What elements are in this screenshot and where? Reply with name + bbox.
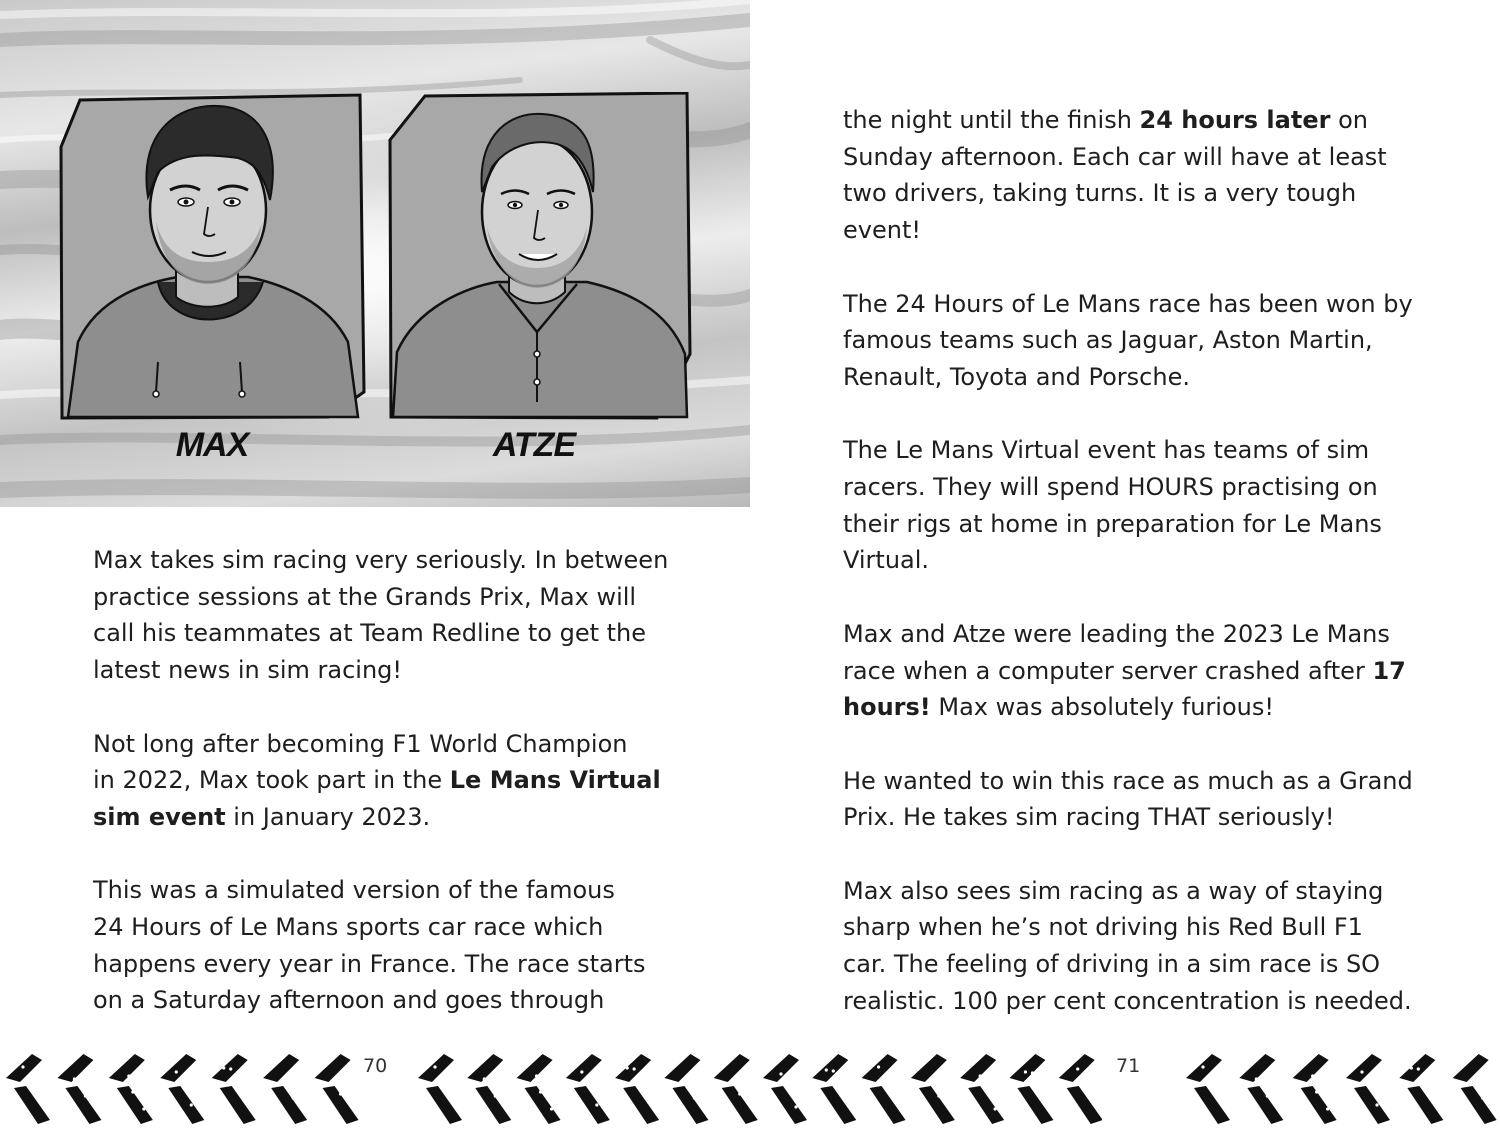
text-line (93, 762, 693, 799)
text-line (843, 102, 1443, 139)
right-page-paragraph (843, 873, 1443, 1020)
text-line (843, 542, 1443, 579)
right-page-paragraph (843, 286, 1443, 396)
text-run: Max takes sim racing very seriously. In between (93, 546, 669, 574)
text-line (843, 175, 1443, 212)
text-run: He wanted to win this race as much as a Grand (843, 766, 1413, 795)
text-run: The Le Mans Virtual event has teams of sim (843, 436, 1370, 465)
text-line (843, 909, 1443, 946)
text-line (93, 799, 693, 836)
tread-chevron (1346, 1054, 1390, 1124)
text-run: happens every year in France. The race starts (93, 949, 646, 978)
left-page-paragraph (93, 542, 693, 689)
text-run: Prix. He takes sim racing THAT seriously! (843, 803, 1335, 832)
text-line (93, 872, 693, 909)
text-run: on (1330, 106, 1368, 134)
tread-chevron (418, 1054, 462, 1124)
text-run: the night until the finish (843, 106, 1140, 134)
text-run: event! (843, 216, 921, 245)
text-line (93, 909, 693, 946)
text-line (843, 653, 1443, 690)
text-run: racers. They will spend HOURS practising on (843, 473, 1378, 501)
left-page-paragraph (93, 726, 693, 836)
text-line (843, 616, 1443, 653)
text-run: famous teams such as Jaguar, Aston Martin, (843, 326, 1373, 355)
text-run: Sunday afternoon. Each car will have at least (843, 142, 1387, 171)
tire-tread-decoration-left (0, 1036, 360, 1136)
tread-chevron (160, 1054, 204, 1124)
tread-chevron (862, 1054, 906, 1124)
text-run: Max also sees sim racing as a way of staying (843, 876, 1384, 905)
right-page-paragraph (843, 102, 1443, 249)
text-run: call his teammates at Team Redline to get the (93, 619, 647, 648)
text-line (93, 542, 693, 579)
tire-tread-decoration-right (1180, 1036, 1500, 1136)
text-line (843, 799, 1443, 836)
tread-chevron (664, 1054, 708, 1124)
text-line (843, 983, 1443, 1020)
atze-name-label: ATZE (492, 426, 576, 464)
bold-text: Le Mans Virtual (449, 766, 661, 795)
tread-chevron (1453, 1054, 1497, 1124)
tread-chevron (1186, 1054, 1230, 1124)
text-run: Max was absolutely furious! (930, 693, 1274, 722)
text-line (843, 322, 1443, 359)
tread-chevron (911, 1054, 955, 1124)
text-run: on a Saturday afternoon and goes through (93, 986, 605, 1015)
text-run: their rigs at home in preparation for Le Mans (843, 509, 1382, 538)
text-line (93, 726, 693, 763)
text-line (843, 432, 1443, 469)
bold-text: hours! (843, 693, 931, 722)
tread-chevron (467, 1054, 511, 1124)
text-run: Virtual. (843, 546, 930, 575)
tread-chevron (1059, 1054, 1102, 1124)
text-run: Max and Atze were leading the 2023 Le Mans (843, 619, 1390, 648)
tread-chevron (315, 1054, 359, 1124)
page-number-left: 70 (363, 1055, 388, 1077)
text-run: two drivers, taking turns. It is a very tough (843, 179, 1357, 208)
text-line (93, 615, 693, 652)
text-line (843, 286, 1443, 323)
tread-chevron (57, 1054, 101, 1124)
text-run: sharp when he’s not driving his Red Bull F1 (843, 913, 1363, 942)
bold-text: 17 (1372, 656, 1406, 685)
text-line (843, 212, 1443, 249)
max-portrait (58, 92, 368, 422)
tread-chevron (1399, 1054, 1443, 1124)
text-line (93, 946, 693, 983)
tread-chevron (763, 1054, 807, 1124)
right-page-paragraph (843, 616, 1443, 726)
text-run: latest news in sim racing! (93, 656, 403, 685)
tire-tread-decoration-middle (412, 1036, 1102, 1136)
text-line (93, 652, 693, 689)
bold-text: sim event (93, 802, 226, 831)
text-run: 24 Hours of Le Mans sports car race which (93, 913, 604, 941)
tread-chevron (263, 1054, 307, 1124)
tread-chevron (109, 1054, 153, 1124)
left-page-text (93, 542, 693, 1019)
text-line (93, 982, 693, 1019)
text-line (843, 506, 1443, 543)
text-line (93, 579, 693, 616)
page-number-right: 71 (1116, 1055, 1141, 1077)
right-page-paragraph (843, 432, 1443, 579)
text-run: in 2022, Max took part in the (93, 766, 450, 795)
tread-chevron (1239, 1054, 1283, 1124)
text-run: in January 2023. (225, 802, 431, 831)
text-run: car. The feeling of driving in a sim race is SO (843, 950, 1381, 979)
tread-chevron (6, 1054, 50, 1124)
text-run: Renault, Toyota and Porsche. (843, 362, 1190, 391)
text-run: realistic. 100 per cent concentration is needed. (843, 986, 1412, 1015)
tread-chevron (1293, 1054, 1337, 1124)
tread-chevron (812, 1054, 856, 1124)
tread-chevron (714, 1054, 758, 1124)
text-run: The 24 Hours of Le Mans race has been won by (843, 289, 1413, 318)
max-name-label: MAX (175, 426, 249, 464)
text-line (843, 139, 1443, 176)
left-page-paragraph (93, 872, 693, 1019)
bold-text: 24 hours later (1139, 106, 1331, 134)
right-page-text (843, 102, 1443, 1020)
tread-chevron (517, 1054, 561, 1124)
tread-chevron (212, 1054, 256, 1124)
text-run: practice sessions at the Grands Prix, Max will (93, 582, 637, 611)
text-line (843, 873, 1443, 910)
text-line (843, 689, 1443, 726)
right-page-paragraph (843, 763, 1443, 836)
tread-chevron (1009, 1054, 1053, 1124)
text-line (843, 946, 1443, 983)
portrait-illustration (0, 0, 750, 507)
tread-chevron (615, 1054, 659, 1124)
tread-chevron (566, 1054, 610, 1124)
tread-chevron (960, 1054, 1004, 1124)
text-run: Not long after becoming F1 World Champion (93, 729, 628, 758)
text-line (843, 469, 1443, 506)
text-run: race when a computer server crashed after (843, 656, 1373, 685)
atze-portrait (387, 92, 697, 422)
text-line (843, 359, 1443, 396)
text-line (843, 763, 1443, 800)
text-run: This was a simulated version of the famous (93, 876, 615, 905)
